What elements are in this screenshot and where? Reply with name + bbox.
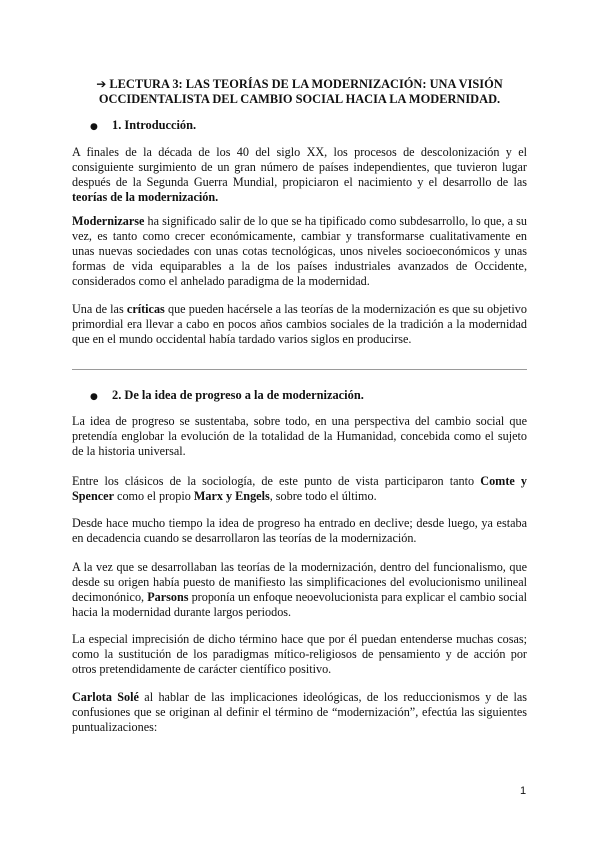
paragraph-progress-5: La especial imprecisión de dicho término hace que por él puedan entenderse muchas cosas; como la sustitución de los paradigmas mítico-religiosos de pensamiento y de acción por otros pretendidamente de carácter científico positivo. (72, 632, 527, 676)
arrow-icon: ➔ (96, 77, 107, 91)
section-2-heading: ● 2. De la idea de progreso a la de modernización. (90, 388, 364, 405)
paragraph-intro-2: Modernizarse ha significado salir de lo que se ha tipificado como subdesarrollo, lo que, a su vez, es tanto como crecer económicamente, cambiar y transformarse cualitativamente en unas nuevas sociedades con unas cotas tecnológicas, unos niveles socioeconómicos y unas formas de vida equiparables a la de los países industriales avanzados de Occidente, considerados como el anhelado paradigma de la modernidad. (72, 214, 527, 288)
title-line-2: OCCIDENTALISTA DEL CAMBIO SOCIAL HACIA LA MODERNIDAD. (98, 92, 501, 106)
paragraph-progress-2: Entre los clásicos de la sociología, de este punto de vista participaron tanto Comte y Spencer como el propio Marx y Engels, sobre todo el último. (72, 474, 528, 503)
paragraph-progress-6: Carlota Solé al hablar de las implicaciones ideológicas, de los reduccionismos y de las confusiones que se originan al definir el término de “modernización”, efectúa las siguientes puntualizaciones: (72, 690, 527, 734)
paragraph-progress-4: A la vez que se desarrollaban las teorías de la modernización, dentro del funcionalismo, que desde su origen había puesto de manifiesto las simplificaciones del evolucionismo unilineal decimonónico, Parsons proponía un enfoque neoevolucionista para explicar el cambio social hacia la modernidad durante largos periodos. (72, 560, 527, 619)
section-divider (72, 369, 527, 370)
bullet-icon: ● (90, 122, 98, 132)
section-1-heading: ● 1. Introducción. (90, 118, 196, 135)
paragraph-progress-1: La idea de progreso se sustentaba, sobre todo, en una perspectiva del cambio social que pretendía englobar la evolución de la totalidad de la Humanidad, concebida como el sujeto de la historia universal. (72, 414, 527, 458)
paragraph-progress-3: Desde hace mucho tiempo la idea de progreso ha entrado en declive; desde luego, ya estaba en decadencia cuando se desarrollaron las teorías de la modernización. (72, 516, 527, 545)
page-number: 1 (520, 785, 527, 797)
title-line-1: ➔ LECTURA 3: LAS TEORÍAS DE LA MODERNIZACIÓN: UNA VISIÓN (96, 77, 503, 91)
document-title (72, 77, 527, 107)
paragraph-intro-3: Una de las críticas que pueden hacérsele a las teorías de la modernización es que su objetivo primordial era llevar a cabo en pocos años cambios sociales de la tradición a la modernidad que en el mundo occidental había tardado varios siglos en producirse. (72, 302, 527, 346)
paragraph-intro-1: A finales de la década de los 40 del siglo XX, los procesos de descolonización y el consiguiente surgimiento de un gran número de países independientes, que tuvieron lugar después de la Segunda Guerra Mundial, propiciaron el nacimiento y el desarrollo de las teorías de la modernización. (72, 145, 527, 204)
bullet-icon: ● (90, 392, 98, 402)
